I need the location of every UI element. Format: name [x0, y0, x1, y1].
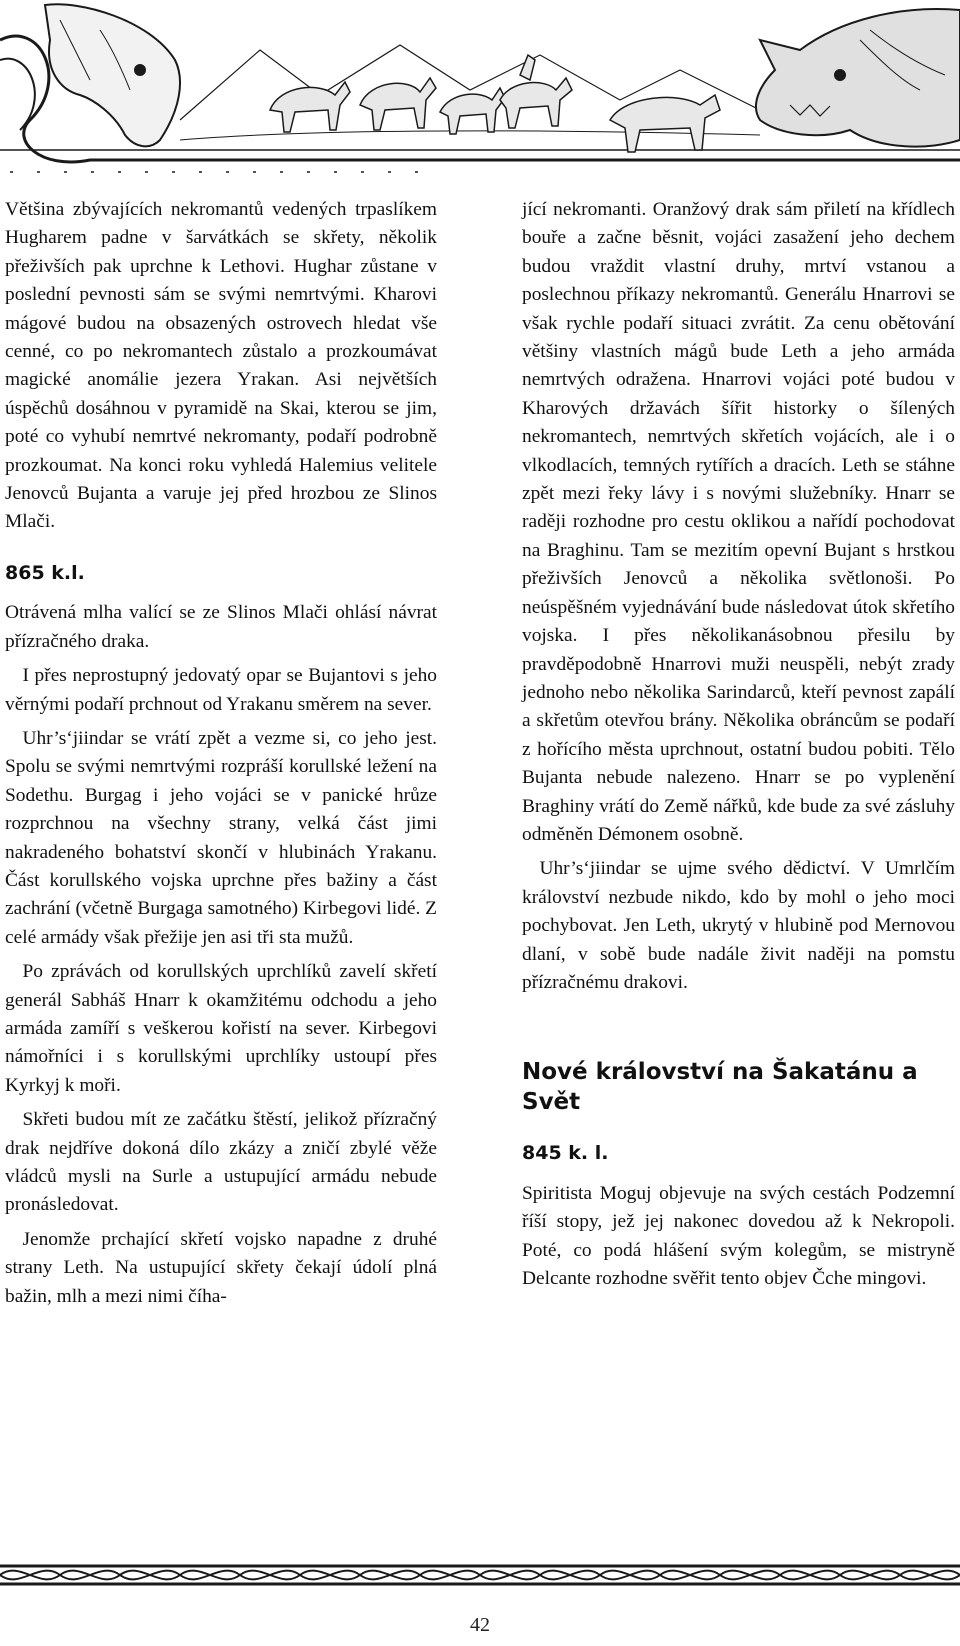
paragraph: Jenomže prchající skřetí vojsko napadne z druhé strany Leth. Na ustupující skřety čekají údolí plná bažin, mlh a mezi nimi číha-	[5, 1228, 437, 1307]
horse-head-left	[45, 4, 180, 146]
page-number: 42	[470, 1614, 490, 1636]
wolf-head-right	[756, 9, 960, 147]
left-column	[5, 196, 437, 1317]
paragraph: Spiritista Moguj objevuje na svých cestách Podzemní říší stopy, jež jej nakonec dovedou až k Nekropoli. Poté, co podá hlášení svým kolegům, se mistryně Delcante rozhodne svěřit tento objev Čche mingovi.	[522, 1182, 955, 1289]
paragraph: Uhr’s‘jiindar se ujme svého dědictví. V Umrlčím království nezbude nikdo, kdo by mohl o jeho moci pochybovat. Jen Leth, ukrytý v hlubině pod Mernovou dlaní, v sobě bude nadále živit naději na pomstu přízračnému drakovi.	[522, 858, 955, 993]
paragraph: I přes neprostupný jedovatý opar se Bujantovi s jeho věrnými podaří prchnout od Yrakanu směrem na sever.	[5, 665, 437, 715]
year-heading: 865 k.l.	[5, 561, 85, 584]
right-column	[522, 196, 955, 1299]
paragraph: Otrávená mlha valící se ze Slinos Mlači ohlásí návrat přízračného draka.	[5, 602, 437, 652]
running-horses	[270, 55, 720, 152]
header-illustration	[0, 0, 960, 185]
paragraph: Většina zbývajících nekromantů vedených trpaslíkem Hugharem padne v šarvátkách se skřety, několik přeživších pak uprchne k Lethovi. Hughar zůstane v poslední pevnosti sám se svými nemrtvými. Kharovi mágové budou na obsazených ostrovech hledat vše cenné, co po nekromantech zůstalo a prozkoumávat magické anomálie jezera Yrakan. Asi největších úspěchů dosáhnou v pyramidě na Skai, kterou se jim, poté co vyhubí nemrtvé nekromanty, podaří podrobně prozkoumat. Na konci roku vyhledá Halemius velitele Jenovců Bujanta a varuje jej před hrozbou ze Slinos Mlači.	[5, 199, 437, 533]
paragraph: Uhr’s‘jiindar se vrátí zpět a vezme si, co jeho jest. Spolu se svými nemrtvými rozpráší korullské ležení na Sodethu. Burgag i jeho vojáci se v panické hrůze rozprchnou na všechny strany, velká část jimi nakradeného bohatství skončí v hlubinách Yrakanu. Část korullského vojska uprchne přes bažiny a část zachrání (včetně Burgaga samotného) Kirbegovi lidé. Z celé armády však přežije jen asi tři sta mužů.	[5, 727, 438, 948]
year-heading: 845 k. l.	[522, 1142, 609, 1165]
footer-knot-border	[0, 1560, 960, 1590]
paragraph: jící nekromanti. Oranžový drak sám přiletí na křídlech bouře a začne běsnit, vojáci zasažení jeho dechem budou vraždit vlastní druhy, mrtví vstanou a poslechnou příkazy nekromantů. Generálu Hnarrovi se však rychle podaří situaci zvrátit. Za cenu obětování většiny vlastních mágů bude Leth a jeho armáda nemrtvých odražena. Hnarrovi vojáci poté budou v Kharových državách šířit historky o šílených nekromantech, nemrtvých skřetích vojácích, ale i o vlkodlacích, temných rytířích a dracích. Leth se stáhne zpět mezi řeky lávy i s novými služebníky. Hnarr se raději rozhodne pro cestu oklikou a nařídí pochodovat na Braghinu. Tam se mezitím opevní Bujant s hrstkou přeživších Jenovců a několika světlonoši. Po neúspěšném vyjednávání bude následovat útok skřetího vojska. I přes několikanásobnou přesilu by pravděpodobně Hnarrovi muži neuspěli, nebýt zrady jednoho nebo několika Sarindarců, kteří pevnost zapálí a skřetům otevřou brány. Několika obráncům se podaří z hořícího města uprchnout, ostatní budou pobiti. Tělo Bujanta nebude nalezeno. Hnarr se po vyplenění Braghiny vrátí do Země nářků, kde bude za své zásluhy odměněn Démonem osobně.	[522, 199, 955, 845]
paragraph: Skřeti budou mít ze začátku štěstí, jelikož přízračný drak nejdříve dokoná dílo zkázy a zničí zbylé věže vládců mysli na Surle a ustupující armádu nebude pronásledovat.	[5, 1109, 437, 1216]
section-title: Nové království na Šakatánu a Svět	[522, 1059, 918, 1116]
paragraph: Po zprávách od korullských uprchlíků zavelí skřetí generál Sabháš Hnarr k okamžitému odchodu a jeho armáda zamíří s veškerou kořistí na sever. Kirbegovi námořníci i s korullskými uprchlíky ustoupí přes Kyrkyj k moři.	[5, 961, 437, 1096]
